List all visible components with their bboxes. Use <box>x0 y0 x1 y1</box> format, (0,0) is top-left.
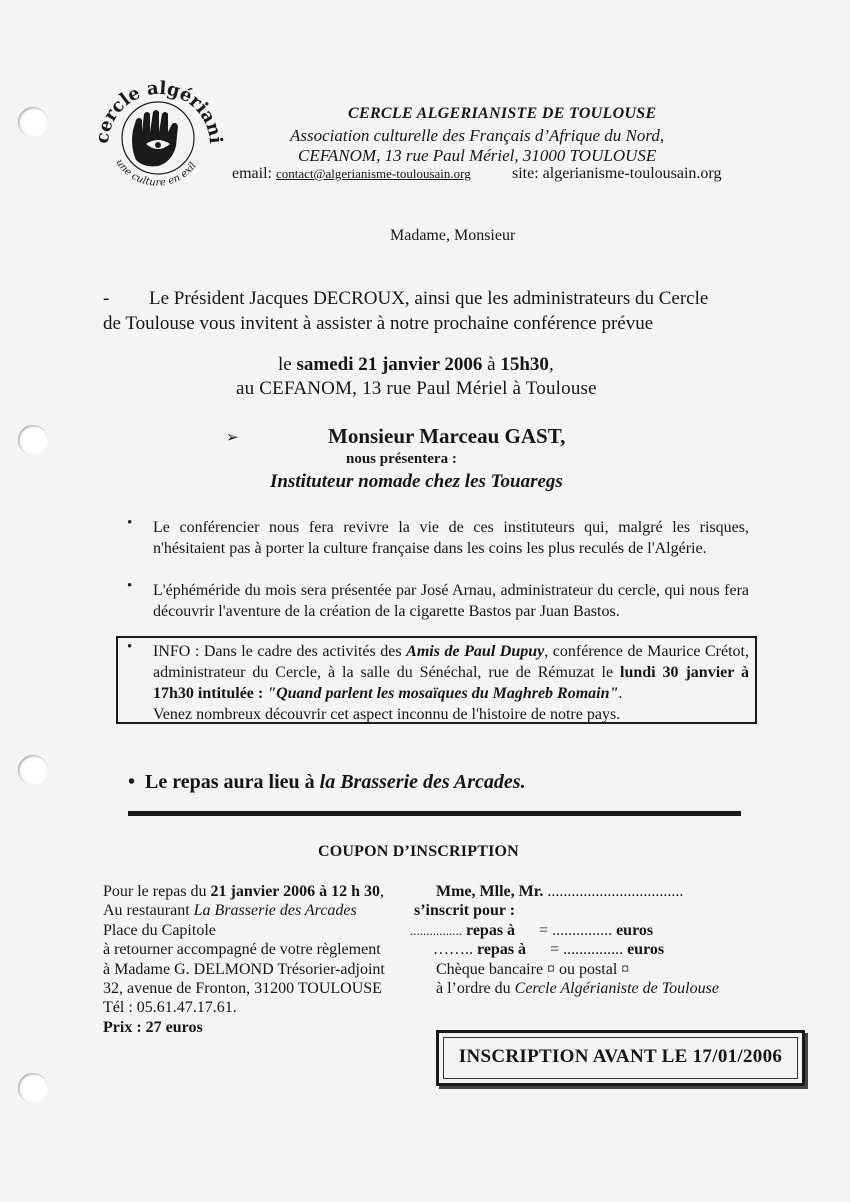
meal-line <box>128 771 526 794</box>
info-text: . <box>618 685 623 702</box>
coupon-meal-row-1[interactable] <box>410 921 770 940</box>
meal-label: Le repas aura lieu à <box>145 771 320 793</box>
association-name: CERCLE ALGERIANISTE DE TOULOUSE <box>348 105 657 122</box>
info-text: , conférence de Maurice Crétot, administrateur du Cercle, à la salle du Sénéchal, rue de Rémuzat le <box>153 643 750 681</box>
bullet-icon: • <box>127 578 133 594</box>
bullet-paragraph-2: L'éphéméride du mois sera présentée par José Arnau, administrateur du cercle, qui nous fera découvrir l'aventure de la création de la cigarette Bastos par Juan Bastos. <box>153 582 749 620</box>
deadline-text: INSCRIPTION AVANT LE 17/01/2006 <box>458 1046 783 1067</box>
coupon-place: Place du Capitole <box>103 921 216 939</box>
coupon-title: COUPON D’INSCRIPTION <box>318 843 519 860</box>
coupon-meal-date <box>103 882 423 901</box>
event-date-prefix: le <box>278 354 297 375</box>
coupon-restaurant <box>103 901 423 920</box>
coupon-payment-options[interactable]: Chèque bancaire ¤ ou postal ¤ <box>436 960 630 978</box>
bullet-icon: • <box>128 771 136 793</box>
coupon-qty-blank: ................ <box>410 922 462 938</box>
coupon-text: Pour le repas du <box>103 883 211 900</box>
speaker-name: Monsieur Marceau GAST, <box>328 424 566 448</box>
intro-line-2: de Toulouse vous invitent à assister à notre prochaine conférence prévue <box>103 313 654 334</box>
info-date: lundi 30 janvier à 17h30 intitulée : <box>153 664 750 702</box>
arrow-bullet-icon: ➢ <box>226 430 239 446</box>
punch-hole <box>18 107 48 137</box>
speaker-presents: nous présentera : <box>346 451 457 467</box>
coupon-amount-blank: = ............... <box>539 921 613 939</box>
coupon-recipient: à Madame G. DELMOND Trésorier-adjoint <box>103 960 385 978</box>
email-line <box>232 165 471 183</box>
info-amis: Amis de Paul Dupuy <box>406 643 545 660</box>
coupon-currency: euros <box>612 921 654 939</box>
coupon-payee <box>410 979 770 998</box>
association-subtitle: Association culturelle des Français d’Afrique du Nord, <box>290 126 665 145</box>
association-logo <box>86 66 226 200</box>
coupon-meal-datetime: 21 janvier 2006 à 12 h 30 <box>210 883 381 900</box>
event-time: 15h30 <box>500 354 549 375</box>
info-text: Venez nombreux découvrir cet aspect inconnu de l'histoire de notre pays. <box>153 706 621 723</box>
coupon-payee-name: Cercle Algérianiste de Toulouse <box>514 980 719 998</box>
punch-hole <box>18 1073 48 1103</box>
intro-dash: - <box>103 288 110 309</box>
section-divider <box>128 811 741 816</box>
coupon-meal-row-2[interactable] <box>410 940 770 959</box>
coupon-text: Au restaurant <box>103 902 194 920</box>
coupon-name-blank: .................................. <box>543 883 684 900</box>
event-venue: au CEFANOM, 13 rue Paul Mériel à Toulouse <box>236 378 597 399</box>
bullet-paragraph-1: Le conférencier nous fera revivre la vie de ces instituteurs qui, malgré les risques, n'hésitaient pas à porter la culture française dans les coins les plus reculés de l'Algérie. <box>153 519 749 557</box>
coupon-name-field[interactable] <box>410 882 770 901</box>
info-text: INFO : Dans le cadre des activités des <box>153 643 407 660</box>
association-address: CEFANOM, 13 rue Paul Mériel, 31000 TOULOUSE <box>298 146 657 165</box>
salutation: Madame, Monsieur <box>390 227 516 244</box>
coupon-restaurant-name: La Brasserie des Arcades <box>193 902 357 920</box>
coupon-left-column <box>103 882 423 1037</box>
coupon-currency: euros <box>623 941 665 959</box>
bullet-icon: • <box>127 639 133 655</box>
info-talk-title: "Quand parlent les mosaïques du Maghreb Romain" <box>267 685 619 702</box>
punch-hole <box>18 425 48 455</box>
logo-ring-text: cercle algériani <box>91 77 226 145</box>
talk-title: Instituteur nomade chez les Touaregs <box>270 471 563 492</box>
email-label: email: <box>232 165 272 182</box>
coupon-right-column <box>410 882 770 998</box>
event-date-at: à <box>482 354 501 375</box>
coupon-qty-blank: …….. <box>433 941 473 959</box>
coupon-return-note: à retourner accompagné de votre règlement <box>103 941 381 959</box>
coupon-phone: Tél : 05.61.47.17.61. <box>103 999 237 1017</box>
info-paragraph <box>153 641 749 725</box>
logo-ring-subtext: une culture en exil <box>113 157 199 189</box>
coupon-text: , <box>380 883 385 900</box>
event-date-value: samedi 21 janvier 2006 <box>296 354 483 375</box>
intro-text-1: Le Président Jacques DECROUX, ainsi que les administrateurs du Cercle <box>149 288 709 309</box>
coupon-price: Prix : 27 euros <box>103 1018 203 1036</box>
site-link[interactable]: algerianisme-toulousain.org <box>542 165 722 182</box>
coupon-amount-blank: = ............... <box>550 941 624 959</box>
hand-of-fatima-icon <box>86 66 226 200</box>
coupon-meal-label: repas à <box>462 921 516 939</box>
event-date-suffix: , <box>548 354 554 375</box>
bullet-icon: • <box>127 515 133 531</box>
coupon-address: 32, avenue de Fronton, 31200 TOULOUSE <box>103 980 382 998</box>
intro-line-1 <box>103 286 753 311</box>
coupon-registers-label: s’inscrit pour : <box>414 902 516 920</box>
event-date <box>278 354 554 376</box>
site-label: site: <box>512 165 539 182</box>
meal-venue: la Brasserie des Arcades. <box>319 771 526 793</box>
punch-hole <box>18 755 48 785</box>
site-line <box>512 165 721 183</box>
coupon-meal-label: repas à <box>473 941 527 959</box>
email-link[interactable]: contact@algerianisme-toulousain.org <box>275 166 471 181</box>
coupon-text: à l’ordre du <box>436 980 515 998</box>
deadline-box <box>436 1030 805 1086</box>
coupon-name-label: Mme, Mlle, Mr. <box>436 883 544 900</box>
